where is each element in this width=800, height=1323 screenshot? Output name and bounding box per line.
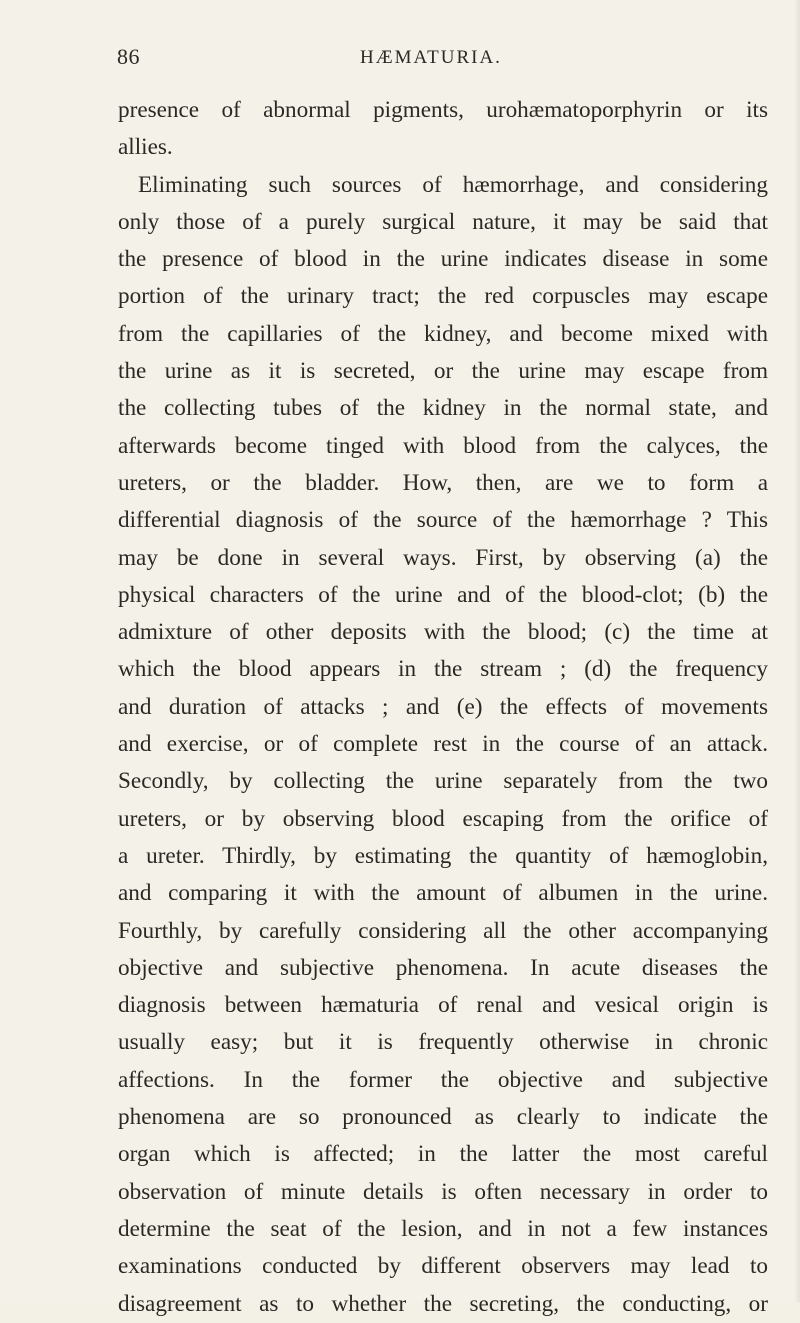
running-head: HÆMATURIA. bbox=[360, 47, 502, 68]
text-line: observation of minute details is often necessary in order to bbox=[118, 1178, 768, 1205]
page-number: 86 bbox=[117, 44, 140, 69]
text-line: ureters, or by observing blood escaping from the orifice of bbox=[118, 805, 768, 832]
text-line: and duration of attacks ; and (e) the effects of movements bbox=[118, 693, 768, 720]
text-line: Fourthly, by carefully considering all the other accompanying bbox=[118, 917, 768, 944]
text-line: presence of abnormal pigments, urohæmatoporphyrin or its bbox=[118, 97, 768, 123]
text-line: a ureter. Thirdly, by estimating the quantity of hæmoglobin, bbox=[118, 842, 768, 869]
text-line: physical characters of the urine and of the blood-clot; (b) the bbox=[118, 581, 768, 608]
text-line: which the blood appears in the stream ; (d) the frequency bbox=[118, 656, 768, 683]
text-line: Eliminating such sources of hæmorrhage, and considering bbox=[138, 171, 768, 198]
text-line: only those of a purely surgical nature, it may be said that bbox=[118, 208, 768, 235]
text-line: usually easy; but it is frequently otherwise in chronic bbox=[118, 1029, 768, 1056]
text-line: the collecting tubes of the kidney in the normal state, and bbox=[118, 395, 768, 422]
text-line: phenomena are so pronounced as clearly to indicate the bbox=[118, 1104, 768, 1131]
text-line: the presence of blood in the urine indicates disease in some bbox=[118, 246, 768, 273]
text-line: allies. bbox=[118, 134, 173, 161]
text-line: examinations conducted by different observers may lead to bbox=[118, 1253, 768, 1280]
page-edge bbox=[794, 0, 800, 1302]
text-line: the urine as it is secreted, or the urine may escape from bbox=[118, 358, 768, 385]
text-line: organ which is affected; in the latter the most careful bbox=[118, 1141, 768, 1168]
text-line: disagreement as to whether the secreting, the conducting, or bbox=[118, 1290, 768, 1317]
text-line: ureters, or the bladder. How, then, are we to form a bbox=[118, 469, 768, 496]
text-line: Secondly, by collecting the urine separately from the two bbox=[118, 768, 768, 795]
text-line: admixture of other deposits with the blood; (c) the time at bbox=[118, 619, 768, 646]
body-text bbox=[118, 92, 768, 1323]
text-line: and comparing it with the amount of albumen in the urine. bbox=[118, 880, 768, 907]
text-line: afterwards become tinged with blood from the calyces, the bbox=[118, 432, 768, 459]
page-header bbox=[0, 44, 800, 84]
text-line: and exercise, or of complete rest in the course of an attack. bbox=[118, 731, 768, 758]
text-line: objective and subjective phenomena. In acute diseases the bbox=[118, 954, 768, 981]
text-line: portion of the urinary tract; the red corpuscles may escape bbox=[118, 283, 768, 310]
text-line: differential diagnosis of the source of the hæmorrhage ? This bbox=[118, 507, 768, 534]
text-line: may be done in several ways. First, by observing (a) the bbox=[118, 544, 768, 571]
text-line: affections. In the former the objective and subjective bbox=[118, 1066, 768, 1093]
text-line: diagnosis between hæmaturia of renal and vesical origin is bbox=[118, 992, 768, 1019]
text-line: determine the seat of the lesion, and in not a few instances bbox=[118, 1215, 768, 1242]
text-line: from the capillaries of the kidney, and become mixed with bbox=[118, 320, 768, 347]
